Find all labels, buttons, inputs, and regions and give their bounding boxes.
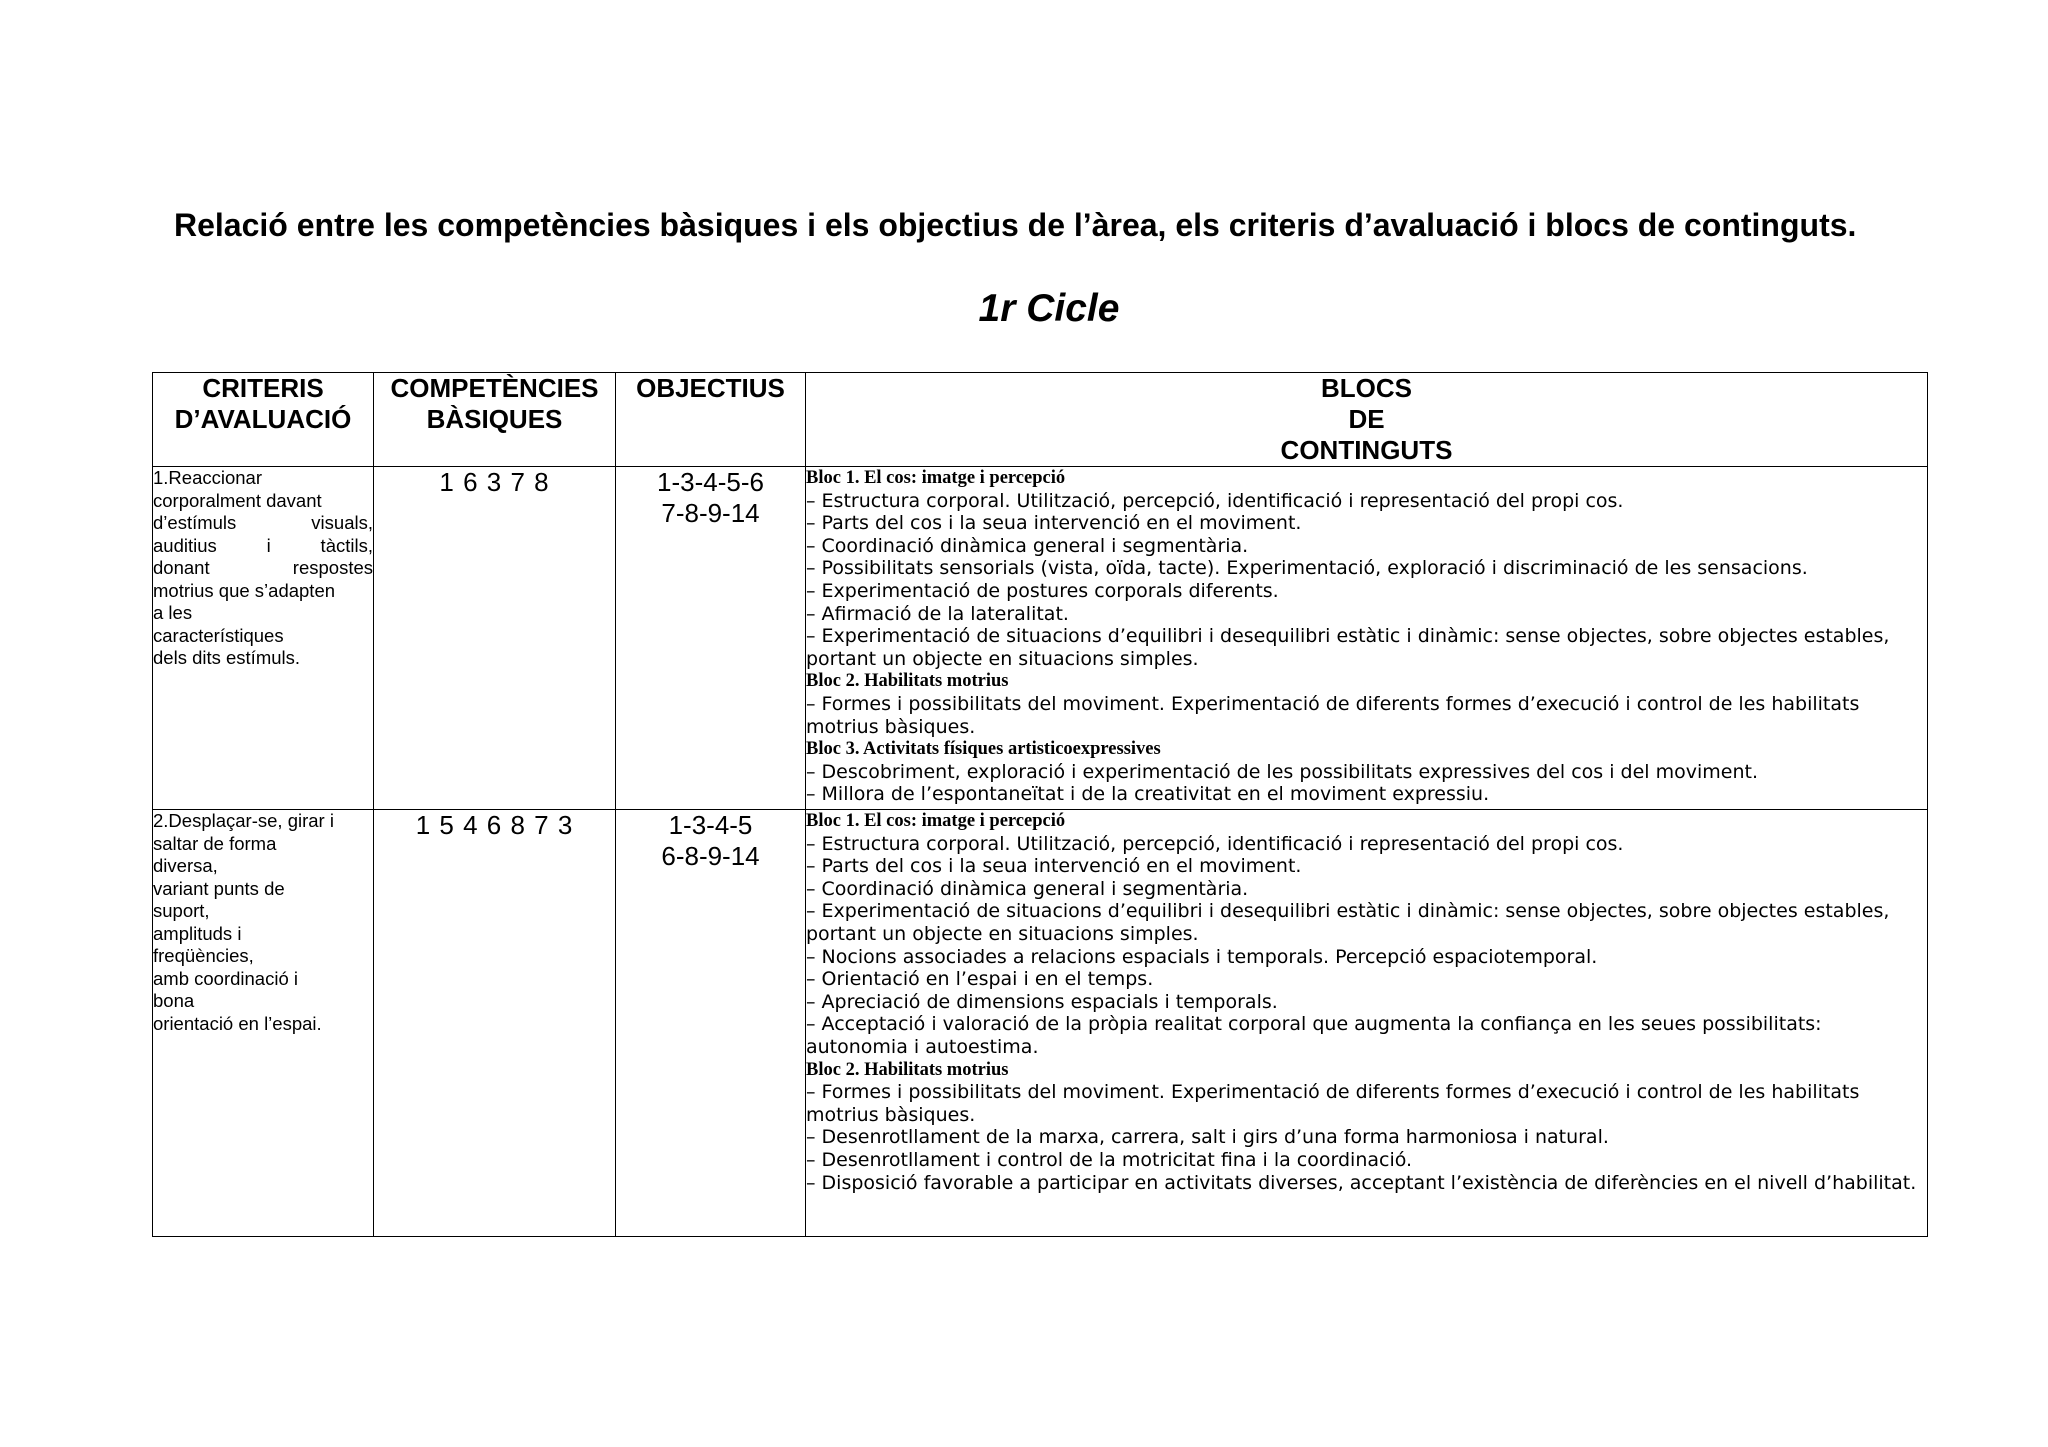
bloc-title: Bloc 1. El cos: imatge i percepció (806, 468, 1066, 488)
objectius-line: 6-8-9-14 (661, 841, 760, 871)
bloc-item: – Experimentació de postures corporals diferents. (806, 579, 1279, 602)
criteri-line: orientació en l’espai. (153, 1012, 322, 1034)
table-row (153, 810, 1928, 1237)
criteri-cell (153, 810, 374, 1237)
header-blocs-line: DE (1348, 404, 1385, 434)
header-criteris (153, 373, 374, 467)
header-blocs-line: BLOCS (1321, 373, 1412, 403)
header-criteris-line: CRITERIS (202, 373, 324, 403)
competencies-cell: 1 6 3 7 8 (374, 467, 616, 810)
blocs-cell (806, 467, 1928, 810)
criteri-line: freqüències, (153, 945, 254, 966)
bloc-item: – Estructura corporal. Utilització, percepció, identificació i representació del propi cos. (806, 489, 1624, 512)
bloc-item: – Formes i possibilitats del moviment. Experimentació de diferents formes d’execució i control de les habilitats motrius bàsiques. (806, 692, 1860, 738)
bloc-item: – Parts del cos i la seua intervenció en el moviment. (806, 855, 1302, 878)
objectius-cell (616, 467, 806, 810)
bloc-item: – Afirmació de la lateralitat. (806, 602, 1069, 625)
bloc-title: Bloc 2. Habilitats motrius (806, 1059, 1009, 1080)
document-title: Relació entre les competències bàsiques i els objectius de l’àrea, els criteris d’avaluació i blocs de continguts. (174, 207, 1857, 243)
bloc-item: – Descobriment, exploració i experimentació de les possibilitats expressives del cos i del moviment. (806, 760, 1759, 783)
header-competencies-line: COMPETÈNCIES (390, 373, 599, 403)
criteri-line: bona (153, 990, 195, 1011)
competencies-cell: 1 5 4 6 8 7 3 (374, 810, 616, 1237)
criteri-cell (153, 467, 374, 810)
objectius-cell (616, 810, 806, 1237)
bloc-item: – Apreciació de dimensions espacials i temporals. (806, 990, 1278, 1013)
header-objectius-line: OBJECTIUS (636, 373, 785, 403)
blocs-cell (806, 810, 1928, 1237)
document-subtitle: 1r Cicle (978, 287, 1120, 330)
bloc-item: – Possibilitats sensorials (vista, oïda, tacte). Experimentació, exploració i discriminació de les sensacions. (806, 557, 1808, 580)
bloc-title: Bloc 3. Activitats físiques artisticoexpressives (806, 739, 1161, 760)
objectius-line: 7-8-9-14 (661, 498, 760, 528)
header-criteris-line: D’AVALUACIÓ (174, 404, 352, 434)
criteri-line: donant respostes (153, 557, 373, 578)
competencies-table (152, 372, 1928, 1237)
bloc-item: – Acceptació i valoració de la pròpia realitat corporal que augmenta la confiança en les seues possibilitats: autonomia i autoestima. (806, 1013, 1822, 1058)
header-competencies-line: BÀSIQUES (426, 404, 563, 434)
objectius-line: 1-3-4-5-6 (657, 467, 764, 497)
criteri-line: variant punts de (153, 877, 285, 899)
table-header-row (153, 373, 1928, 467)
bloc-item: – Coordinació dinàmica general i segmentària. (806, 534, 1249, 557)
bloc-item: – Orientació en l’espai i en el temps. (806, 968, 1154, 991)
bloc-item: – Experimentació de situacions d’equilibri i desequilibri estàtic i dinàmic: sense objectes, sobre objectes estables, portant un objecte en situacions simples. (806, 900, 1890, 945)
bloc-item: – Nocions associades a relacions espacials i temporals. Percepció espaciotemporal. (806, 945, 1598, 968)
bloc-item: – Desenrotllament de la marxa, carrera, salt i girs d’una forma harmoniosa i natural. (806, 1126, 1609, 1149)
header-blocs (806, 373, 1928, 467)
objectius-line: 1-3-4-5 (668, 810, 753, 840)
criteri-line: amb coordinació i (153, 967, 298, 989)
criteri-line: auditius i tàctils, (153, 534, 373, 556)
criteri-line: d’estímuls visuals, (153, 512, 373, 533)
header-competencies (374, 373, 616, 467)
criteri-line: saltar de forma (153, 832, 277, 854)
table-row (153, 467, 1928, 810)
bloc-item: – Desenrotllament i control de la motricitat fina i la coordinació. (806, 1148, 1413, 1171)
bloc-item: – Estructura corporal. Utilització, percepció, identificació i representació del propi cos. (806, 832, 1624, 855)
bloc-title: Bloc 2. Habilitats motrius (806, 671, 1009, 692)
bloc-item: – Experimentació de situacions d’equilibri i desequilibri estàtic i dinàmic: sense objectes, sobre objectes estables, portant un objecte en situacions simples. (806, 625, 1890, 670)
header-objectius (616, 373, 806, 467)
bloc-item: – Formes i possibilitats del moviment. Experimentació de diferents formes d’execució i control de les habilitats motrius bàsiques. (806, 1081, 1860, 1126)
bloc-item: – Parts del cos i la seua intervenció en el moviment. (806, 512, 1302, 535)
criteri-line: a les (153, 602, 193, 623)
criteri-line: 1.Reaccionar (153, 467, 263, 488)
criteri-line: 2.Desplaçar-se, girar i (153, 810, 334, 831)
criteri-line: motrius que s’adapten (153, 579, 336, 601)
criteri-line: amplituds i (153, 922, 242, 944)
bloc-item: – Disposició favorable a participar en activitats diverses, acceptant l’existència de diferències en el nivell d’habilitat. (806, 1171, 1917, 1194)
bloc-title: Bloc 1. El cos: imatge i percepció (806, 811, 1066, 831)
criteri-line: característiques (153, 624, 284, 646)
bloc-item: – Millora de l’espontaneïtat i de la creativitat en el moviment expressiu. (806, 783, 1490, 806)
criteri-line: dels dits estímuls. (153, 647, 301, 668)
header-blocs-line: CONTINGUTS (1280, 435, 1453, 465)
criteri-line: suport, (153, 900, 210, 921)
criteri-line: diversa, (153, 855, 218, 876)
bloc-item: – Coordinació dinàmica general i segmentària. (806, 877, 1249, 900)
criteri-line: corporalment davant (153, 489, 322, 511)
